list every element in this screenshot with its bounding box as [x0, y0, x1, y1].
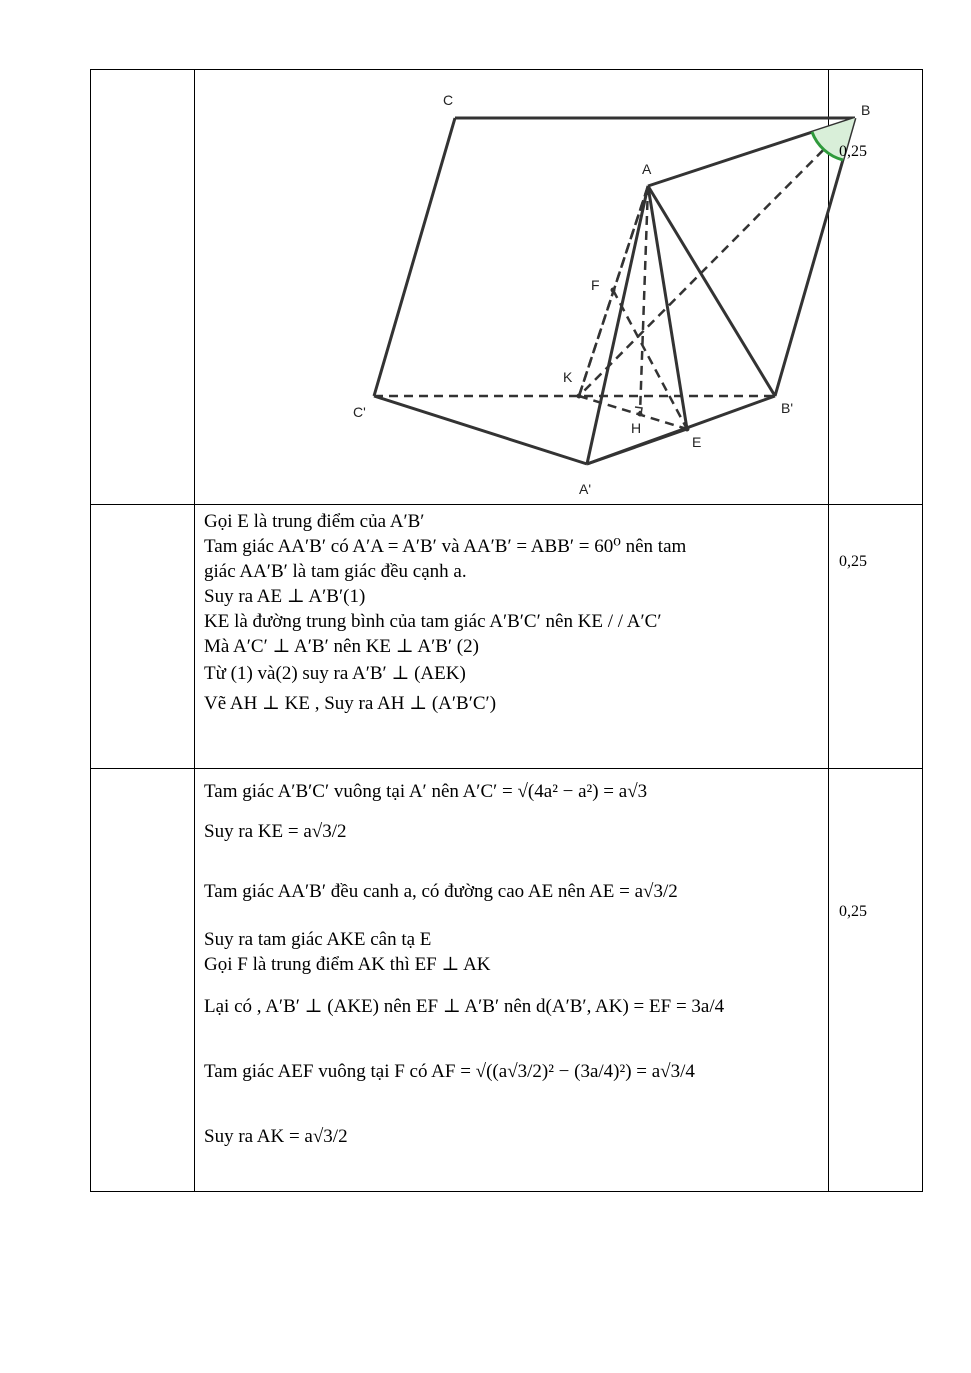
score-cell: [829, 505, 923, 769]
calc-line-1: Tam giác A′B′C′ vuông tại A′ nên A′C′ = √(4a² − a²) = a√3: [204, 781, 648, 802]
label-B-prime: B': [781, 400, 794, 416]
calc-line-7: Tam giác AEF vuông tại F có AF = √((a√3/2)² − (3a/4)²) = a√3/4: [204, 1061, 695, 1082]
proof-line-3: giác AA′B′ là tam giác đều cạnh a.: [204, 561, 467, 582]
proof-line-8: Vẽ AH ⊥ KE , Suy ra AH ⊥ (A′B′C′): [204, 693, 497, 714]
empty-cell: [91, 505, 195, 769]
score-cell: [829, 769, 923, 1192]
label-H: H: [631, 420, 642, 436]
label-E: E: [692, 434, 702, 450]
score-value: 0,25: [839, 553, 867, 570]
calc-line-8: Suy ra AK = a√3/2: [204, 1126, 348, 1147]
label-B: B: [861, 102, 871, 118]
computation-cell: [195, 769, 829, 1192]
label-A-prime: A': [579, 481, 592, 497]
table-row-computation: [91, 769, 923, 1192]
calc-line-4: Suy ra tam giác AKE cân tạ E: [204, 929, 432, 950]
label-A: A: [642, 161, 652, 177]
proof-line-5: KE là đường trung bình của tam giác A′B′C′ nên KE / / A′C′: [204, 611, 662, 632]
proof-line-7: Từ (1) và(2) suy ra A′B′ ⊥ (AEK): [204, 663, 466, 684]
empty-cell: [91, 769, 195, 1192]
label-K: K: [563, 369, 573, 385]
calc-line-3: Tam giác AA′B′ đều canh a, có đường cao AE nên AE = a√3/2: [204, 881, 678, 902]
calc-line-5: Gọi F là trung điểm AK thì EF ⊥ AK: [204, 954, 491, 975]
calc-line-6: Lại có , A′B′ ⊥ (AKE) nên EF ⊥ A′B′ nên d(A′B′, AK) = EF = 3a/4: [204, 996, 725, 1017]
score-value: 0,25: [839, 143, 867, 160]
proof-line-1: Gọi E là trung điểm của A′B′: [204, 511, 425, 532]
solution-table: [90, 69, 923, 1192]
label-F: F: [591, 277, 600, 293]
proof-cell: [195, 505, 829, 769]
proof-line-2: Tam giác AA′B′ có A′A = A′B′ và AA′B′ = ABB′ = 60⁰ nên tam: [204, 536, 687, 557]
score-value: 0,25: [839, 903, 867, 920]
proof-line-4: Suy ra AE ⊥ A′B′(1): [204, 586, 366, 607]
empty-cell: [91, 70, 195, 505]
proof-line-6: Mà A′C′ ⊥ A′B′ nên KE ⊥ A′B′ (2): [204, 636, 479, 657]
table-row-proof: [91, 505, 923, 769]
table-row-figure: [91, 70, 923, 505]
label-C: C: [443, 92, 454, 108]
calc-line-2: Suy ra KE = a√3/2: [204, 821, 347, 842]
label-C-prime: C': [353, 404, 366, 420]
